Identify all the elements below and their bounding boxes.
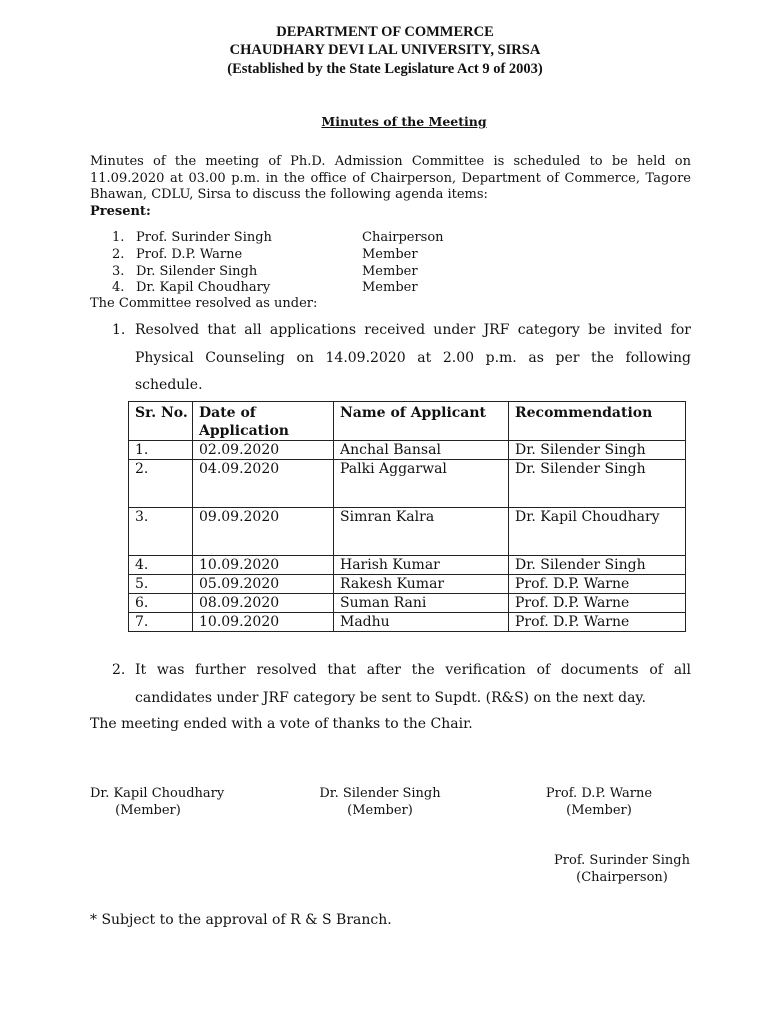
- cell-name: Rakesh Kumar: [334, 575, 509, 594]
- signature-block: [543, 785, 655, 819]
- resolution-text: It was further resolved that after the verification of documents of all candidates under JRF category be sent to Supdt. (R&S) on the next day.: [135, 662, 691, 706]
- member-role: Member: [362, 264, 418, 279]
- cell-date: 10.09.2020: [193, 613, 334, 632]
- cell-name: Harish Kumar: [334, 556, 509, 575]
- cell-recommendation: Prof. D.P. Warne: [509, 575, 686, 594]
- cell-sr-no: 5.: [129, 575, 193, 594]
- approval-note: * Subject to the approval of R & S Branch.: [90, 912, 392, 928]
- member-number: 4.: [112, 280, 125, 295]
- member-role: Chairperson: [362, 230, 444, 245]
- cell-recommendation: Dr. Kapil Choudhary: [509, 508, 686, 556]
- cell-recommendation: Prof. D.P. Warne: [509, 594, 686, 613]
- member-name: Dr. Kapil Choudhary: [136, 280, 271, 295]
- cell-name: Simran Kalra: [334, 508, 509, 556]
- header-date: Date of Application: [193, 402, 334, 441]
- signatory-role: (Member): [347, 803, 413, 818]
- cell-name: Anchal Bansal: [334, 441, 509, 460]
- cell-sr-no: 3.: [129, 508, 193, 556]
- cell-date: 04.09.2020: [193, 460, 334, 508]
- signature-block: [318, 785, 442, 819]
- member-item: [112, 247, 418, 264]
- resolution-text: Resolved that all applications received under JRF category be invited for Physical Counseling on 14.09.2020 at 2.00 p.m. as per the following schedule.: [135, 322, 691, 393]
- member-role: Member: [362, 247, 418, 262]
- table-row: [129, 594, 686, 613]
- resolved-intro: The Committee resolved as under:: [90, 296, 318, 311]
- member-number: 3.: [112, 264, 125, 279]
- cell-sr-no: 4.: [129, 556, 193, 575]
- member-name: Prof. Surinder Singh: [136, 230, 272, 245]
- closing-statement: The meeting ended with a vote of thanks to the Chair.: [90, 716, 473, 732]
- schedule-table: [128, 401, 686, 632]
- table-row: [129, 460, 686, 508]
- cell-sr-no: 2.: [129, 460, 193, 508]
- cell-recommendation: Dr. Silender Singh: [509, 441, 686, 460]
- intro-paragraph: Minutes of the meeting of Ph.D. Admission Committee is scheduled to be held on 11.09.2020 at 03.00 p.m. in the office of Chairperson, Department of Commerce, Tagore Bhawan, CDLU, Sirsa to discuss the following agenda items:: [90, 154, 691, 203]
- table-row: [129, 575, 686, 594]
- present-label: Present:: [90, 204, 151, 219]
- cell-date: 02.09.2020: [193, 441, 334, 460]
- cell-name: Palki Aggarwal: [334, 460, 509, 508]
- resolution-1: [112, 317, 691, 400]
- cell-name: Madhu: [334, 613, 509, 632]
- member-name: Dr. Silender Singh: [136, 264, 258, 279]
- table-row: [129, 613, 686, 632]
- member-role: Member: [362, 280, 418, 295]
- signatory-name: Prof. Surinder Singh: [554, 853, 690, 868]
- university-heading: CHAUDHARY DEVI LAL UNIVERSITY, SIRSA: [229, 42, 541, 58]
- established-note: (Established by the State Legislature Act 9 of 2003): [227, 61, 543, 77]
- signatory-name: Dr. Silender Singh: [319, 786, 441, 801]
- page-title: Minutes of the Meeting: [321, 114, 487, 129]
- header-sr-no: Sr. No.: [129, 402, 193, 441]
- member-item: [112, 280, 418, 297]
- resolution-2: [112, 657, 691, 712]
- member-name: Prof. D.P. Warne: [136, 247, 243, 262]
- cell-recommendation: Dr. Silender Singh: [509, 460, 686, 508]
- signatory-name: Prof. D.P. Warne: [545, 786, 653, 801]
- table-row: [129, 556, 686, 575]
- table-row: [129, 508, 686, 556]
- table-row: [129, 441, 686, 460]
- department-heading: DEPARTMENT OF COMMERCE: [276, 24, 494, 40]
- header-recommendation: Recommendation: [509, 402, 686, 441]
- member-number: 2.: [112, 247, 125, 262]
- cell-sr-no: 7.: [129, 613, 193, 632]
- signatory-role: (Member): [566, 803, 632, 818]
- resolution-number: 1.: [112, 322, 126, 338]
- cell-sr-no: 6.: [129, 594, 193, 613]
- cell-date: 09.09.2020: [193, 508, 334, 556]
- signatory-role: (Member): [115, 803, 181, 818]
- cell-sr-no: 1.: [129, 441, 193, 460]
- member-item: [112, 264, 418, 281]
- cell-date: 05.09.2020: [193, 575, 334, 594]
- cell-date: 10.09.2020: [193, 556, 334, 575]
- cell-name: Suman Rani: [334, 594, 509, 613]
- member-number: 1.: [112, 230, 125, 245]
- signatory-role: (Chairperson): [576, 870, 668, 885]
- cell-recommendation: Dr. Silender Singh: [509, 556, 686, 575]
- cell-recommendation: Prof. D.P. Warne: [509, 613, 686, 632]
- table-header-row: [129, 402, 686, 441]
- signature-block: [90, 785, 225, 819]
- signature-block: [553, 852, 691, 886]
- member-item: [112, 230, 444, 247]
- signatory-name: Dr. Kapil Choudhary: [90, 786, 225, 801]
- resolution-number: 2.: [112, 662, 126, 678]
- cell-date: 08.09.2020: [193, 594, 334, 613]
- header-name: Name of Applicant: [334, 402, 509, 441]
